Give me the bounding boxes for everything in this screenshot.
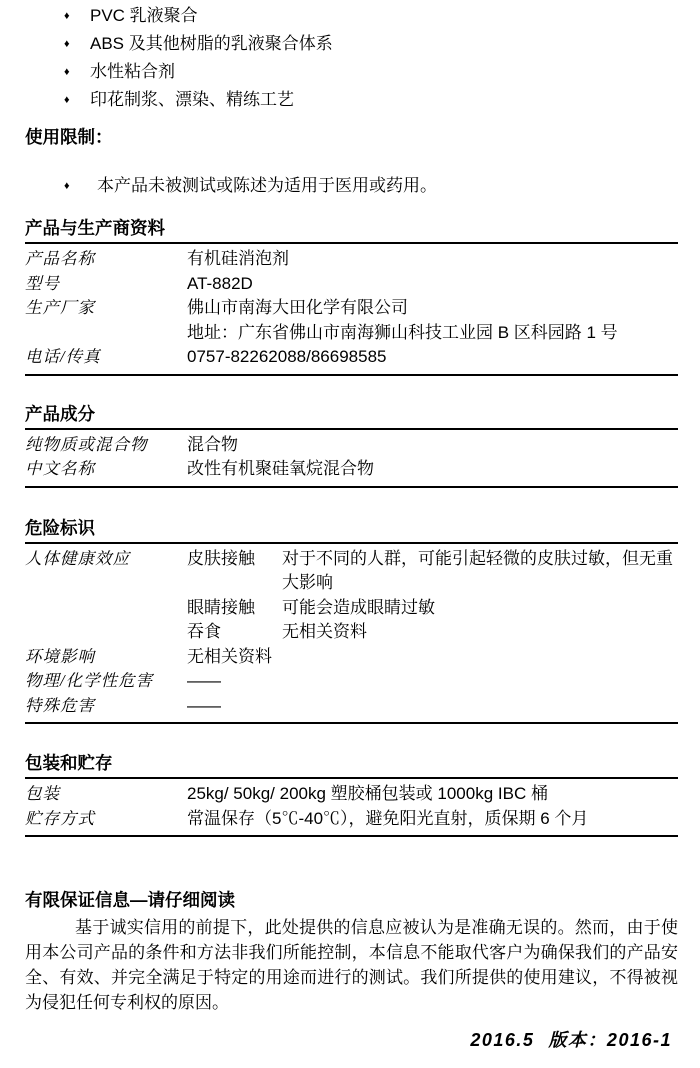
- diamond-bullet-icon: ♦: [64, 66, 70, 78]
- row-sublabel: 眼睛接触: [187, 597, 255, 617]
- row-sublabel: ——: [187, 695, 221, 715]
- row-sublabel: 皮肤接触: [187, 548, 255, 568]
- table-row: [25, 321, 678, 346]
- row-value: [282, 669, 678, 694]
- row-value: 改性有机聚硅氧烷混合物: [187, 459, 374, 478]
- section-hazard: [25, 518, 678, 725]
- warranty-paragraph: 基于诚实信用的前提下，此处提供的信息应被认为是准确无误的。然而，由于使用本公司产品的条件和方法非我们所能控制，本信息不能取代客户为确保我们的产品安全、有效、并完全满足于特定的用途而进行的测试。我们所提供的使用建议，不得被视为侵犯任何专利权的原因。: [25, 918, 678, 1012]
- row-label: 环境影响: [25, 646, 95, 666]
- table-row: [25, 669, 678, 694]
- row-value: [282, 694, 678, 719]
- list-item: [25, 172, 678, 200]
- section-heading: 包装和贮存: [25, 753, 678, 779]
- table-row: [25, 596, 678, 621]
- list-item-text: 本产品未被测试或陈述为适用于医用或药用。: [97, 176, 437, 195]
- row-label: 型号: [25, 273, 60, 293]
- row-value: 对于不同的人群，可能引起轻微的皮肤过敏，但无重大影响: [282, 548, 673, 592]
- row-label: 贮存方式: [25, 808, 95, 828]
- footer-version: 版本：2016-1: [548, 1030, 672, 1050]
- list-item: [25, 30, 678, 58]
- hazard-table: [25, 544, 678, 725]
- row-label: 产品名称: [25, 249, 95, 268]
- table-row: [25, 272, 678, 297]
- row-value: AT-882D: [187, 273, 253, 293]
- row-value: 地址：广东省佛山市南海狮山科技工业园 B 区科园路 1 号: [187, 322, 618, 342]
- row-value: 常温保存（5℃-40℃），避免阳光直射，质保期 6 个月: [187, 808, 589, 828]
- product-info-table: [25, 244, 678, 376]
- row-label: [25, 596, 187, 621]
- document-footer: [470, 1026, 672, 1052]
- row-label: 生产厂家: [25, 298, 95, 317]
- row-value: 0757-82262088/86698585: [187, 347, 387, 366]
- section-heading: 产品成分: [25, 404, 678, 430]
- table-row: [25, 694, 678, 719]
- row-value: 无相关资料: [282, 622, 367, 641]
- footer-date: 2016.5: [470, 1030, 535, 1050]
- row-sublabel: 吞食: [187, 622, 221, 641]
- list-item-text: 水性粘合剂: [90, 62, 175, 81]
- row-label: [25, 620, 187, 645]
- usage-restriction-list: [25, 172, 678, 200]
- diamond-bullet-icon: ♦: [64, 94, 70, 106]
- row-label: [25, 321, 187, 346]
- row-label: 人体健康效应: [25, 548, 130, 568]
- section-heading: 危险标识: [25, 518, 678, 544]
- list-item-text: ABS 及其他树脂的乳液聚合体系: [90, 34, 333, 53]
- row-sublabel: ——: [187, 671, 221, 690]
- row-value: [282, 645, 678, 670]
- table-row: [25, 782, 678, 807]
- list-item-text: PVC 乳液聚合: [90, 6, 198, 25]
- row-value: 有机硅消泡剂: [187, 249, 289, 268]
- section-packaging: [25, 753, 678, 837]
- row-label: 纯物质或混合物: [25, 434, 148, 454]
- list-item-text: 印花制浆、漂染、精练工艺: [90, 90, 294, 109]
- row-value: 可能会造成眼睛过敏: [282, 597, 435, 617]
- list-item: [25, 58, 678, 86]
- row-label: 包装: [25, 784, 60, 803]
- section-product-info: [25, 218, 678, 376]
- section-composition: [25, 404, 678, 488]
- diamond-bullet-icon: ♦: [64, 180, 70, 192]
- composition-table: [25, 430, 678, 488]
- list-item: [25, 2, 678, 30]
- table-row: [25, 296, 678, 321]
- table-row: [25, 457, 678, 482]
- table-row: [25, 247, 678, 272]
- row-value: 25kg/ 50kg/ 200kg 塑胶桶包装或 1000kg IBC 桶: [187, 784, 548, 803]
- table-row: [25, 547, 678, 596]
- row-label: 特殊危害: [25, 695, 95, 715]
- row-value: 混合物: [187, 434, 238, 454]
- diamond-bullet-icon: ♦: [64, 38, 70, 50]
- list-item: [25, 86, 678, 114]
- row-sublabel: 无相关资料: [187, 646, 272, 666]
- table-row: [25, 620, 678, 645]
- row-value: 佛山市南海大田化学有限公司: [187, 298, 408, 317]
- section-heading: 产品与生产商资料: [25, 218, 678, 244]
- packaging-table: [25, 779, 678, 837]
- table-row: [25, 345, 678, 370]
- table-row: [25, 433, 678, 458]
- row-label: 中文名称: [25, 459, 95, 478]
- table-row: [25, 645, 678, 670]
- row-label: 物理/化学性危害: [25, 671, 154, 690]
- usage-restriction-heading: 使用限制：: [25, 127, 113, 147]
- diamond-bullet-icon: ♦: [64, 10, 70, 22]
- warranty-heading: 有限保证信息—请仔细阅读: [25, 890, 235, 910]
- row-label: 电话/传真: [25, 347, 101, 366]
- application-list: [25, 2, 678, 114]
- table-row: [25, 807, 678, 832]
